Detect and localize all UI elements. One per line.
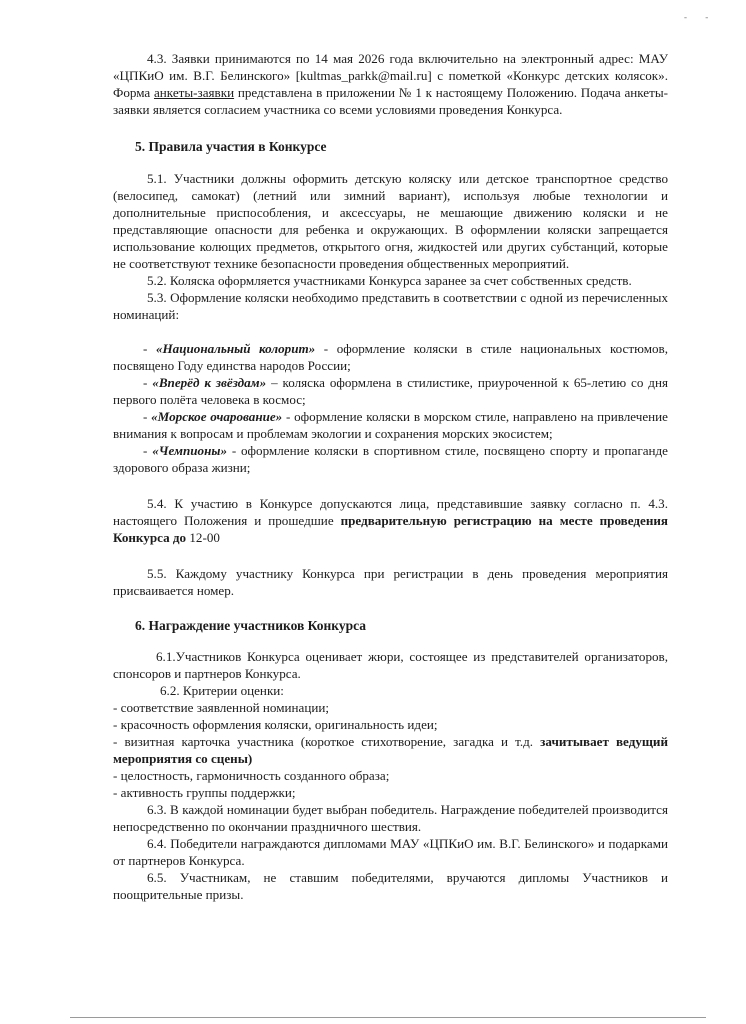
section-6-title: 6. Награждение участников Конкурса bbox=[135, 618, 367, 633]
nomination-text: - оформление коляски в морском стиле, направлено на привлечение внимания к вопросам и проблемам экологии и сохранения морских экосистем; bbox=[113, 409, 668, 441]
paragraph-5-3: 5.3. Оформление коляски необходимо представить в соответствии с одной из перечисленных номинаций: bbox=[113, 290, 668, 322]
document-body bbox=[113, 50, 668, 903]
paragraph-5-4 bbox=[113, 495, 668, 546]
paragraph-4-3-text-end: представлена в приложении № 1 к настоящему Положению. Подача анкеты-заявки является согласием участника со всеми условиями проведения Конкурса. bbox=[113, 85, 668, 117]
nomination-text: - оформление коляски в стиле национальных костюмов, посвящено Году единства народов России; bbox=[113, 341, 668, 373]
paragraph-4-3 bbox=[113, 50, 668, 118]
paragraph-5-1: 5.1. Участники должны оформить детскую коляску или детское транспортное средство (велосипед, самокат) (летний или зимний вариант), используя любые технологии и дополнительные приспособления, и аксессуары, не мешающие движению коляски и не представляющие опасности для ребенка и окружающих. В оформлении коляски запрещается использование колющих предметов, открытого огня, жидкостей или других субстанций, которые не соответствуют технике безопасности проведения общественных мероприятий. bbox=[113, 171, 668, 271]
paragraph-5-4-text: 5.4. К участию в Конкурсе допускаются лица, представившие заявку согласно п. 4.3. настоящего Положения и прошедшие bbox=[113, 496, 668, 528]
nomination-name: «Национальный колорит» bbox=[155, 341, 316, 356]
criterion-item bbox=[113, 733, 668, 767]
registration-note: предварительную регистрацию на месте проведения Конкурса до bbox=[113, 513, 668, 545]
paragraph-5-2: 5.2. Коляска оформляется участниками Конкурса заранее за счет собственных средств. bbox=[147, 273, 632, 288]
criterion-item: - красочность оформления коляски, оригинальность идеи; bbox=[113, 717, 438, 732]
paragraph-6-2: 6.2. Критерии оценки: bbox=[160, 683, 284, 698]
registration-time: 12-00 bbox=[186, 530, 220, 545]
nomination-dash: - bbox=[143, 341, 156, 356]
application-form-link: анкеты-заявки bbox=[153, 85, 235, 100]
paragraph-6-5: 6.5. Участникам, не ставшим победителями, вручаются дипломы Участников и поощрительные призы. bbox=[113, 870, 668, 902]
page-bottom-edge bbox=[70, 1017, 706, 1018]
nomination-dash: - bbox=[143, 409, 152, 424]
nomination-text: – коляска оформлена в стилистике, приуроченной к 65-летию со дня первого полёта человека в космос; bbox=[113, 375, 668, 407]
nomination-dash: - bbox=[143, 375, 153, 390]
paragraph-4-3-text: 4.3. Заявки принимаются по 14 мая 2026 года включительно на электронный адрес: МАУ «ЦПКиО им. В.Г. Белинского» [kultmas_parkk@mail.ru] с пометкой «Конкурс детских колясок». Форма bbox=[113, 51, 668, 100]
paragraph-6-1: 6.1.Участников Конкурса оценивает жюри, состоящее из представителей организаторов, спонсоров и партнеров Конкурса. bbox=[113, 649, 668, 681]
section-5-title: 5. Правила участия в Конкурсе bbox=[135, 139, 327, 154]
paragraph-6-3: 6.3. В каждой номинации будет выбран победитель. Награждение победителей производится непосредственно по окончании праздничного шествия. bbox=[113, 802, 668, 834]
nomination-dash: - bbox=[143, 443, 153, 458]
nomination-text: - оформление коляски в спортивном стиле, посвящено спорту и пропаганде здорового образа жизни; bbox=[113, 443, 668, 475]
nomination-name: «Морское очарование» bbox=[151, 409, 283, 424]
paragraph-6-4: 6.4. Победители награждаются дипломами МАУ «ЦПКиО им. В.Г. Белинского» и подарками от партнеров Конкурса. bbox=[113, 836, 668, 868]
criterion-item: - соответствие заявленной номинации; bbox=[113, 700, 329, 715]
criterion-text: - визитная карточка участника (короткое стихотворение, загадка и т.д. bbox=[113, 734, 541, 749]
nomination-item bbox=[113, 374, 668, 408]
nomination-item bbox=[113, 340, 668, 374]
nomination-name: «Вперёд к звёздам» bbox=[152, 375, 267, 390]
criterion-bold: зачитывает ведущий мероприятия со сцены) bbox=[113, 734, 669, 766]
nomination-item bbox=[113, 442, 668, 476]
nomination-item bbox=[113, 408, 668, 442]
scan-mark: - - bbox=[684, 12, 717, 22]
nomination-name: «Чемпионы» bbox=[152, 443, 227, 458]
criterion-item: - активность группы поддержки; bbox=[113, 785, 296, 800]
criterion-item: - целостность, гармоничность созданного образа; bbox=[113, 768, 390, 783]
paragraph-5-5: 5.5. Каждому участнику Конкурса при регистрации в день проведения мероприятия присваивается номер. bbox=[113, 566, 668, 598]
